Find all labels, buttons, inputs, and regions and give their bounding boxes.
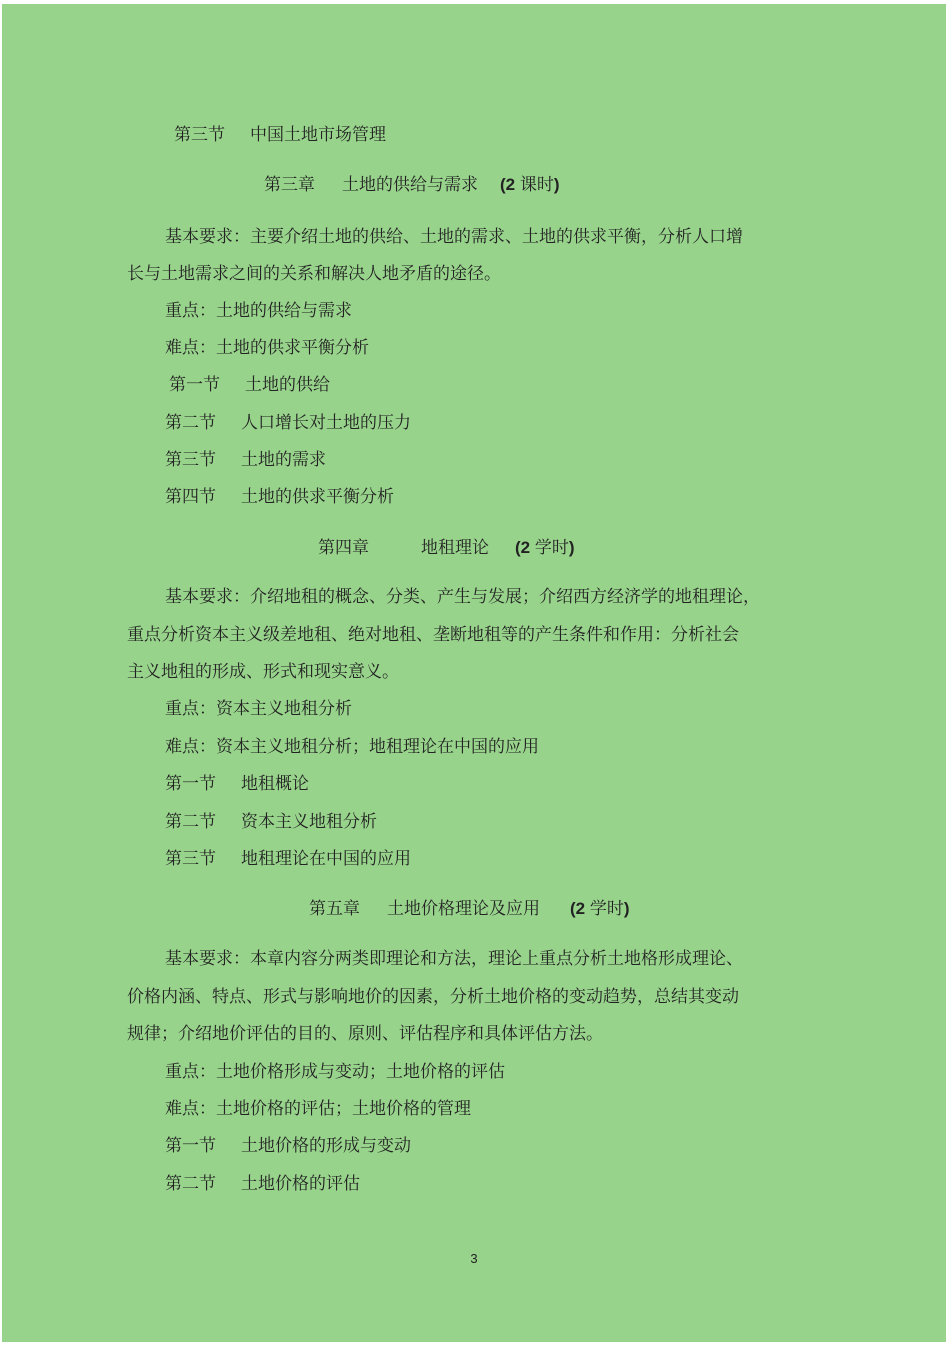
requirement-text: 基本要求：本章内容分两类即理论和方法，理论上重点分析土地格形成理论、: [165, 949, 743, 969]
section-line: [165, 412, 411, 434]
section-line: [165, 1173, 360, 1195]
section-title: 资本主义地租分析: [241, 812, 377, 832]
chapter-heading: [318, 537, 575, 559]
chapter-title: 地租理论: [421, 538, 489, 558]
requirement-text: 长与土地需求之间的关系和解决人地矛盾的途径。: [127, 264, 501, 284]
chapter-number: 第五章: [309, 899, 360, 919]
document-page: [2, 4, 946, 1342]
chapter-title: 土地价格理论及应用: [387, 899, 540, 919]
requirement-text: 价格内涵、特点、形式与影响地价的因素，分析土地价格的变动趋势，总结其变动: [127, 987, 739, 1007]
section-number: 第二节: [165, 413, 216, 433]
section-number: 第一节: [165, 1136, 216, 1156]
section-number: 第三节: [165, 450, 216, 470]
section-title: 地租概论: [241, 774, 309, 794]
section-number: 第四节: [165, 487, 216, 507]
key-point: 重点：土地的供给与需求: [165, 301, 352, 321]
section-title: 土地价格的形成与变动: [241, 1136, 411, 1156]
key-point: 重点：土地价格形成与变动；土地价格的评估: [165, 1062, 505, 1082]
chapter-title: 土地的供给与需求: [342, 175, 478, 195]
section-title: 土地的供给: [245, 375, 330, 395]
difficult-point: 难点：土地的供求平衡分析: [165, 338, 369, 358]
section-title: 土地的需求: [241, 450, 326, 470]
requirement-text: 规律；介绍地价评估的目的、原则、评估程序和具体评估方法。: [127, 1024, 603, 1044]
chapter-heading: [264, 174, 560, 196]
section-number: 第三节: [174, 125, 225, 145]
section-line: [165, 773, 309, 795]
difficult-point: 难点：资本主义地租分析；地租理论在中国的应用: [165, 737, 539, 757]
chapter-number: 第四章: [318, 538, 369, 558]
section-line: [165, 848, 411, 870]
chapter-hours: (2 学时): [570, 899, 630, 919]
chapter-heading: [309, 898, 630, 920]
section-line: [165, 811, 377, 833]
difficult-point: 难点：土地价格的评估；土地价格的管理: [165, 1099, 471, 1119]
requirement-text: 重点分析资本主义级差地租、绝对地租、垄断地租等的产生条件和作用：分析社会: [127, 625, 739, 645]
section-line: [169, 374, 330, 396]
chapter-hours: (2 课时): [500, 175, 560, 195]
chapter-hours: (2 学时): [515, 538, 575, 558]
page-number: 3: [470, 1251, 478, 1266]
section-title: 土地价格的评估: [241, 1174, 360, 1194]
section-number: 第一节: [165, 774, 216, 794]
section-title: 地租理论在中国的应用: [241, 849, 411, 869]
requirement-text: 主义地租的形成、形式和现实意义。: [127, 662, 399, 682]
chapter-number: 第三章: [264, 175, 315, 195]
section-line: [174, 124, 386, 146]
requirement-text: 基本要求：主要介绍土地的供给、土地的需求、土地的供求平衡，分析人口增: [165, 227, 743, 247]
requirement-text: 基本要求：介绍地租的概念、分类、产生与发展；介绍西方经济学的地租理论，: [165, 587, 760, 607]
section-line: [165, 449, 326, 471]
section-number: 第二节: [165, 812, 216, 832]
section-number: 第三节: [165, 849, 216, 869]
section-number: 第二节: [165, 1174, 216, 1194]
section-number: 第一节: [169, 375, 220, 395]
section-line: [165, 1135, 411, 1157]
section-title: 中国土地市场管理: [250, 125, 386, 145]
section-title: 土地的供求平衡分析: [241, 487, 394, 507]
key-point: 重点：资本主义地租分析: [165, 699, 352, 719]
section-line: [165, 486, 394, 508]
section-title: 人口增长对土地的压力: [241, 413, 411, 433]
